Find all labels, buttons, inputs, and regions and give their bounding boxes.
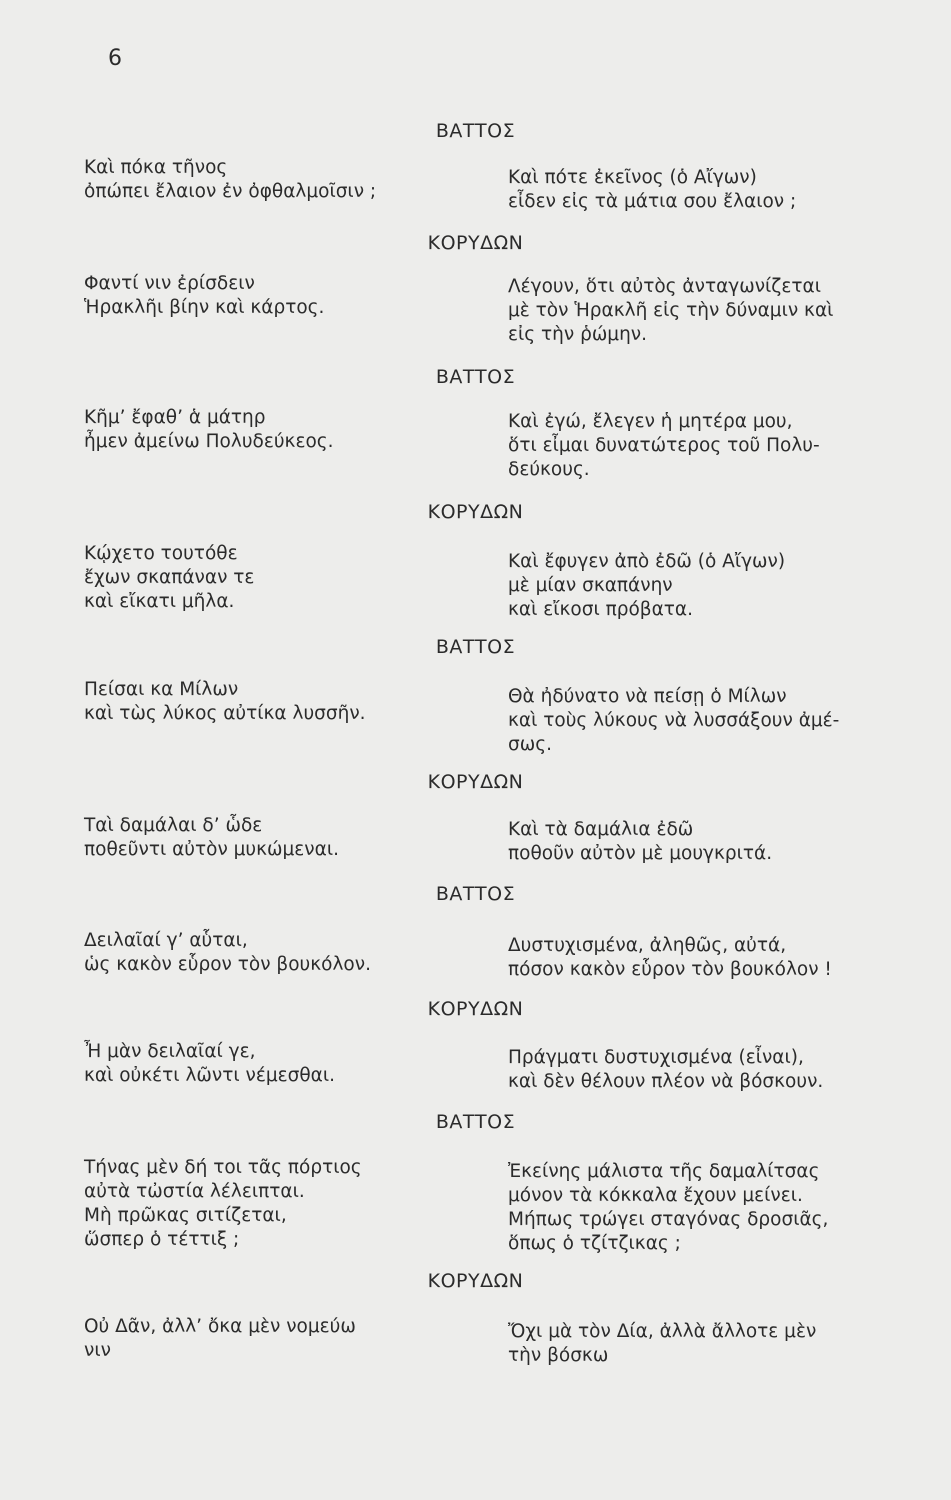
verse-line: καὶ οὐκέτι λῶντι νέμεσθαι. — [84, 1065, 335, 1086]
translation-line: Καὶ ἐγώ, ἔλεγεν ἡ μητέρα μου, — [508, 411, 793, 432]
verse-line: Κῴχετο τουτόθε — [84, 543, 238, 564]
verse-line: καὶ τὼς λύκος αὐτίκα λυσσῆν. — [84, 703, 366, 724]
speaker-heading: ΚΟΡΥΔΩΝ — [427, 771, 524, 793]
speaker-heading: ΚΟΡΥΔΩΝ — [427, 1270, 524, 1292]
speaker-heading: ΒΑΤΤΟΣ — [435, 1111, 516, 1133]
verse-line: Καὶ πόκα τῆνος — [84, 157, 228, 178]
translation-line: ὅπως ὁ τζίτζικας ; — [508, 1233, 681, 1254]
translation-line: μὲ τὸν Ἡρακλῆ εἰς τὴν δύναμιν καὶ — [508, 300, 834, 321]
translation-line: Ὄχι μὰ τὸν Δία, ἀλλὰ ἄλλοτε μὲν — [508, 1321, 817, 1342]
translation-line: Δυστυχισμένα, ἀληθῶς, αὐτά, — [508, 935, 787, 956]
translation-line: καὶ εἴκοσι πρόβατα. — [508, 599, 693, 620]
verse-line: Πείσαι κα Μίλων — [84, 679, 239, 700]
verse-line: ἔχων σκαπάναν τε — [84, 567, 255, 588]
modern-greek-translation — [508, 166, 796, 214]
modern-greek-translation — [508, 934, 832, 982]
ancient-greek-verse — [84, 156, 376, 204]
verse-line: Ἦ μὰν δειλαῖαί γε, — [84, 1041, 256, 1062]
ancient-greek-verse — [84, 1040, 335, 1088]
translation-line: σως. — [508, 734, 552, 755]
ancient-greek-verse — [84, 1156, 362, 1252]
translation-line: εἰς τὴν ῥώμην. — [508, 324, 648, 345]
verse-line: αὐτὰ τὠστία λέλειπται. — [84, 1181, 305, 1202]
verse-line: καὶ εἴκατι μῆλα. — [84, 591, 235, 612]
verse-line: ὥσπερ ὁ τέττιξ ; — [84, 1229, 240, 1250]
ancient-greek-verse — [84, 814, 339, 862]
speaker-heading: ΒΑΤΤΟΣ — [435, 883, 516, 905]
ancient-greek-verse — [84, 678, 366, 726]
modern-greek-translation — [508, 275, 833, 347]
translation-line: καὶ δὲν θέλουν πλέον νὰ βόσκουν. — [508, 1071, 824, 1092]
modern-greek-translation — [508, 818, 772, 866]
translation-line: Θὰ ἠδύνατο νὰ πείσῃ ὁ Μίλων — [508, 686, 787, 707]
translation-line: ποθοῦν αὐτὸν μὲ μουγκριτά. — [508, 843, 773, 864]
verse-line: Ἡρακλῆι βίην καὶ κάρτος. — [84, 297, 325, 318]
speaker-heading: ΒΑΤΤΟΣ — [435, 366, 516, 388]
modern-greek-translation — [508, 1046, 823, 1094]
speaker-heading: ΚΟΡΥΔΩΝ — [427, 501, 524, 523]
verse-line: ὀπώπει ἔλαιον ἐν ὀφθαλμοῖσιν ; — [84, 181, 377, 202]
translation-line: Πράγματι δυστυχισμένα (εἶναι), — [508, 1047, 804, 1068]
modern-greek-translation — [508, 550, 785, 622]
verse-line: Κῆμ’ ἔφαθ’ ἁ μάτηρ — [84, 407, 266, 428]
verse-line: Μὴ πρῶκας σιτίζεται, — [84, 1205, 287, 1226]
speaker-heading: ΚΟΡΥΔΩΝ — [427, 998, 524, 1020]
modern-greek-translation — [508, 410, 820, 482]
verse-line: Ταὶ δαμάλαι δ’ ὧδε — [84, 815, 263, 836]
speaker-heading: ΒΑΤΤΟΣ — [435, 636, 516, 658]
verse-line: νιν — [84, 1340, 111, 1361]
modern-greek-translation — [508, 1320, 816, 1368]
translation-line: Καὶ τὰ δαμάλια ἐδῶ — [508, 819, 694, 840]
verse-line: Οὐ Δᾶν, ἀλλ’ ὄκα μὲν νομεύω — [84, 1316, 356, 1337]
modern-greek-translation — [508, 685, 839, 757]
translation-line: δεύκους. — [508, 459, 590, 480]
translation-line: Ἐκείνης μάλιστα τῆς δαμαλίτσας — [508, 1161, 820, 1182]
modern-greek-translation — [508, 1160, 828, 1256]
verse-line: Τήνας μὲν δή τοι τᾶς πόρτιος — [84, 1157, 362, 1178]
speaker-heading: ΚΟΡΥΔΩΝ — [427, 232, 524, 254]
translation-line: τὴν βόσκω — [508, 1345, 609, 1366]
translation-line: καὶ τοὺς λύκους νὰ λυσσάξουν ἀμέ- — [508, 710, 840, 731]
ancient-greek-verse — [84, 929, 371, 977]
translation-line: μόνον τὰ κόκκαλα ἔχουν μείνει. — [508, 1185, 803, 1206]
ancient-greek-verse — [84, 1315, 356, 1363]
page-number: 6 — [108, 46, 122, 71]
translation-line: Μήπως τρώγει σταγόνας δροσιᾶς, — [508, 1209, 829, 1230]
verse-line: ποθεῦντι αὐτὸν μυκώμεναι. — [84, 839, 339, 860]
verse-line: ἦμεν ἀμείνω Πολυδεύκεος. — [84, 431, 334, 452]
translation-line: Καὶ ἔφυγεν ἀπὸ ἐδῶ (ὁ Αἴγων) — [508, 551, 786, 572]
translation-line: εἶδεν εἰς τὰ μάτια σου ἔλαιον ; — [508, 191, 797, 212]
translation-line: πόσον κακὸν εὗρον τὸν βουκόλον ! — [508, 959, 832, 980]
ancient-greek-verse — [84, 272, 324, 320]
verse-line: ὡς κακὸν εὗρον τὸν βουκόλον. — [84, 954, 371, 975]
verse-line: Δειλαῖαί γ’ αὗται, — [84, 930, 248, 951]
ancient-greek-verse — [84, 542, 254, 614]
translation-line: ὅτι εἶμαι δυνατώτερος τοῦ Πολυ- — [508, 435, 820, 456]
ancient-greek-verse — [84, 406, 334, 454]
translation-line: Λέγουν, ὅτι αὐτὸς ἀνταγωνίζεται — [508, 276, 821, 297]
translation-line: Καὶ πότε ἐκεῖνος (ὁ Αἴγων) — [508, 167, 757, 188]
verse-line: Φαντί νιν ἐρίσδειν — [84, 273, 255, 294]
translation-line: μὲ μίαν σκαπάνην — [508, 575, 673, 596]
speaker-heading: ΒΑΤΤΟΣ — [435, 120, 516, 142]
